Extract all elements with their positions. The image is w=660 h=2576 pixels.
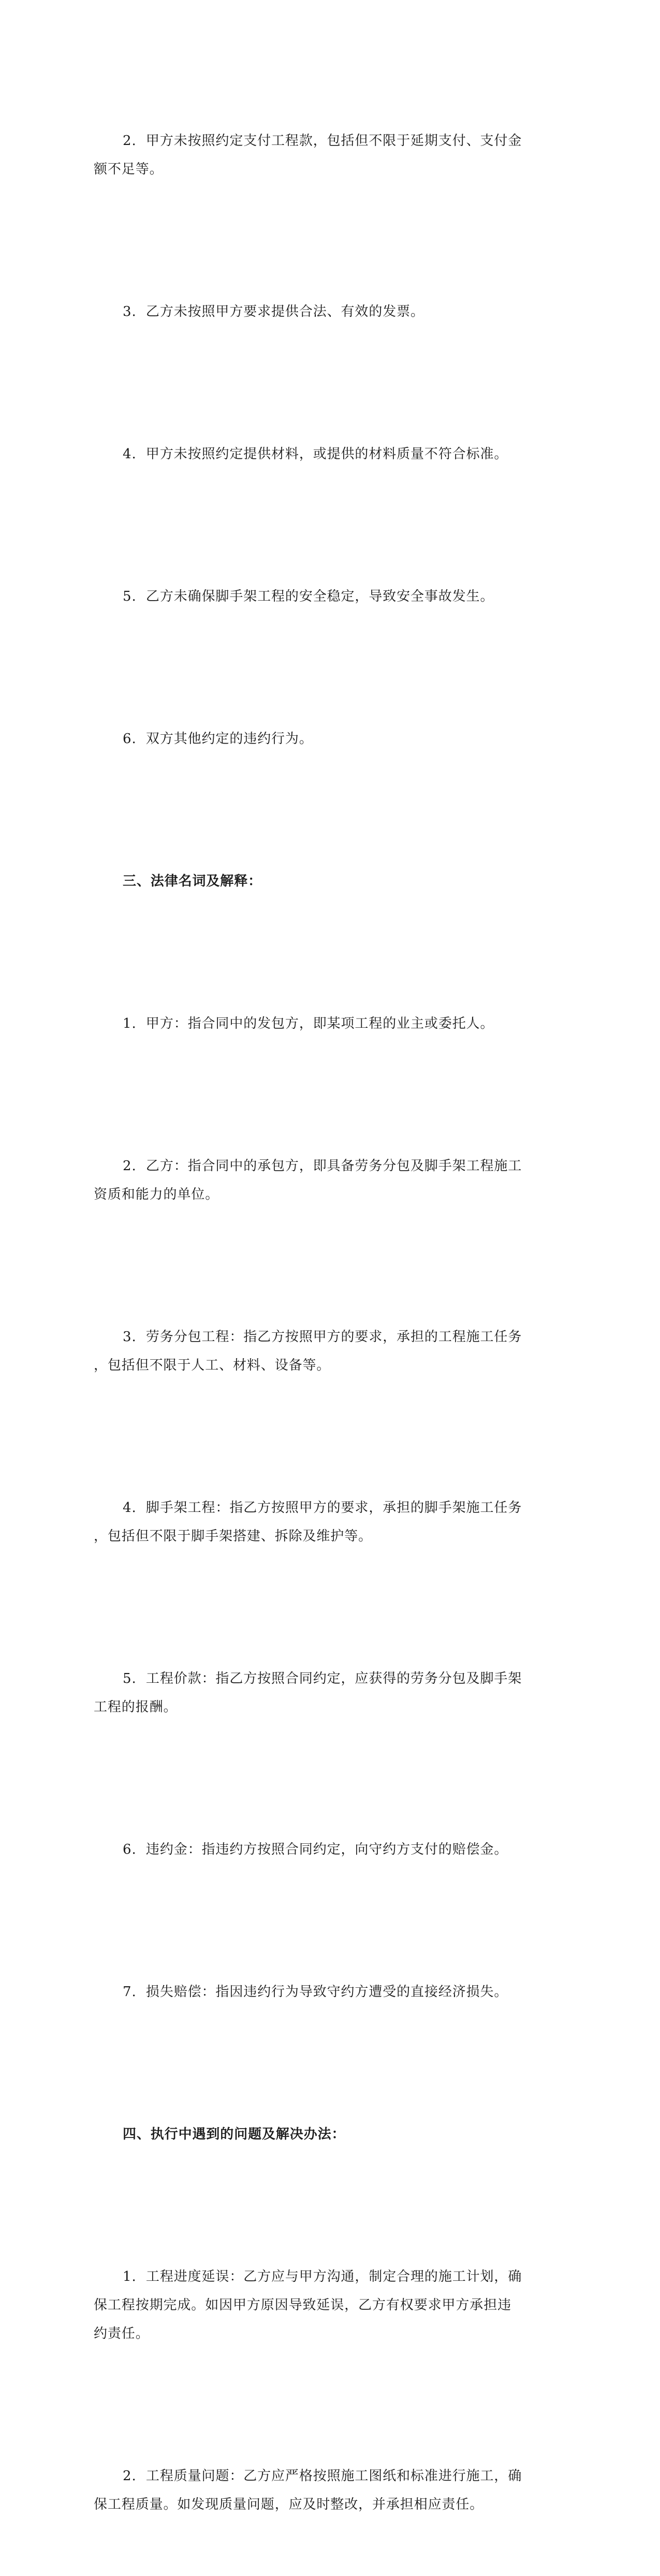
text-line: 7. 损失赔偿：指因违约行为导致守约方遭受的直接经济损失。 bbox=[123, 1984, 508, 2000]
document-body bbox=[94, 70, 532, 2576]
paragraph-term-scaffolding bbox=[94, 1437, 532, 1608]
text-line: 约责任。 bbox=[94, 2326, 150, 2341]
text-line: 工程的报酬。 bbox=[94, 1699, 178, 1715]
paragraph-item-4-materials bbox=[94, 383, 532, 526]
text-line: 2. 乙方：指合同中的承包方，即具备劳务分包及脚手架工程施工 bbox=[123, 1158, 522, 1174]
paragraph-item-5-safety bbox=[94, 526, 532, 668]
text-line: 4. 甲方未按照约定提供材料，或提供的材料质量不符合标准。 bbox=[123, 446, 508, 462]
text-line: 6. 双方其他约定的违约行为。 bbox=[123, 731, 313, 747]
paragraph-item-6-other-breach bbox=[94, 668, 532, 810]
paragraph-term-labor-subcontract bbox=[94, 1266, 532, 1437]
section-heading-problems-solutions bbox=[94, 2063, 532, 2206]
text-line: 额不足等。 bbox=[94, 162, 164, 177]
text-line: ，包括但不限于人工、材料、设备等。 bbox=[94, 1358, 331, 1373]
text-line: 3. 乙方未按照甲方要求提供合法、有效的发票。 bbox=[123, 304, 424, 319]
text-line: ，包括但不限于脚手架搭建、拆除及维护等。 bbox=[94, 1529, 373, 1544]
text-line: 资质和能力的单位。 bbox=[94, 1187, 219, 1202]
heading-text: 四、执行中遇到的问题及解决办法： bbox=[123, 2127, 346, 2142]
paragraph-term-compensation bbox=[94, 1921, 532, 2063]
text-line: 1. 工程进度延误：乙方应与甲方沟通，制定合理的施工计划，确 bbox=[123, 2269, 522, 2284]
text-line: 5. 乙方未确保脚手架工程的安全稳定，导致安全事故发生。 bbox=[123, 589, 494, 604]
paragraph-term-penalty bbox=[94, 1779, 532, 1921]
paragraph-term-party-a bbox=[94, 953, 532, 1095]
text-line: 5. 工程价款：指乙方按照合同约定，应获得的劳务分包及脚手架 bbox=[123, 1671, 522, 1686]
paragraph-problem-quality bbox=[94, 2405, 532, 2576]
paragraph-term-price bbox=[94, 1608, 532, 1779]
text-line: 2. 工程质量问题：乙方应严格按照施工图纸和标准进行施工，确 bbox=[123, 2468, 522, 2484]
text-line: 3. 劳务分包工程：指乙方按照甲方的要求，承担的工程施工任务 bbox=[123, 1329, 522, 1345]
text-line: 保工程质量。如发现质量问题，应及时整改，并承担相应责任。 bbox=[94, 2497, 484, 2512]
text-line: 4. 脚手架工程：指乙方按照甲方的要求，承担的脚手架施工任务 bbox=[123, 1500, 522, 1516]
paragraph-problem-delay bbox=[94, 2206, 532, 2405]
text-line: 6. 违约金：指违约方按照合同约定，向守约方支付的赔偿金。 bbox=[123, 1842, 508, 1857]
text-line: 2. 甲方未按照约定支付工程款，包括但不限于延期支付、支付金 bbox=[123, 133, 522, 149]
heading-text: 三、法律名词及解释： bbox=[123, 874, 262, 889]
paragraph-term-party-b bbox=[94, 1095, 532, 1266]
paragraph-item-3-invoice bbox=[94, 241, 532, 383]
text-line: 保工程按期完成。如因甲方原因导致延误，乙方有权要求甲方承担违 bbox=[94, 2297, 512, 2313]
text-line: 1. 甲方：指合同中的发包方，即某项工程的业主或委托人。 bbox=[123, 1016, 494, 1031]
paragraph-item-2-unpaid-payment bbox=[94, 70, 532, 241]
section-heading-legal-terms bbox=[94, 810, 532, 953]
